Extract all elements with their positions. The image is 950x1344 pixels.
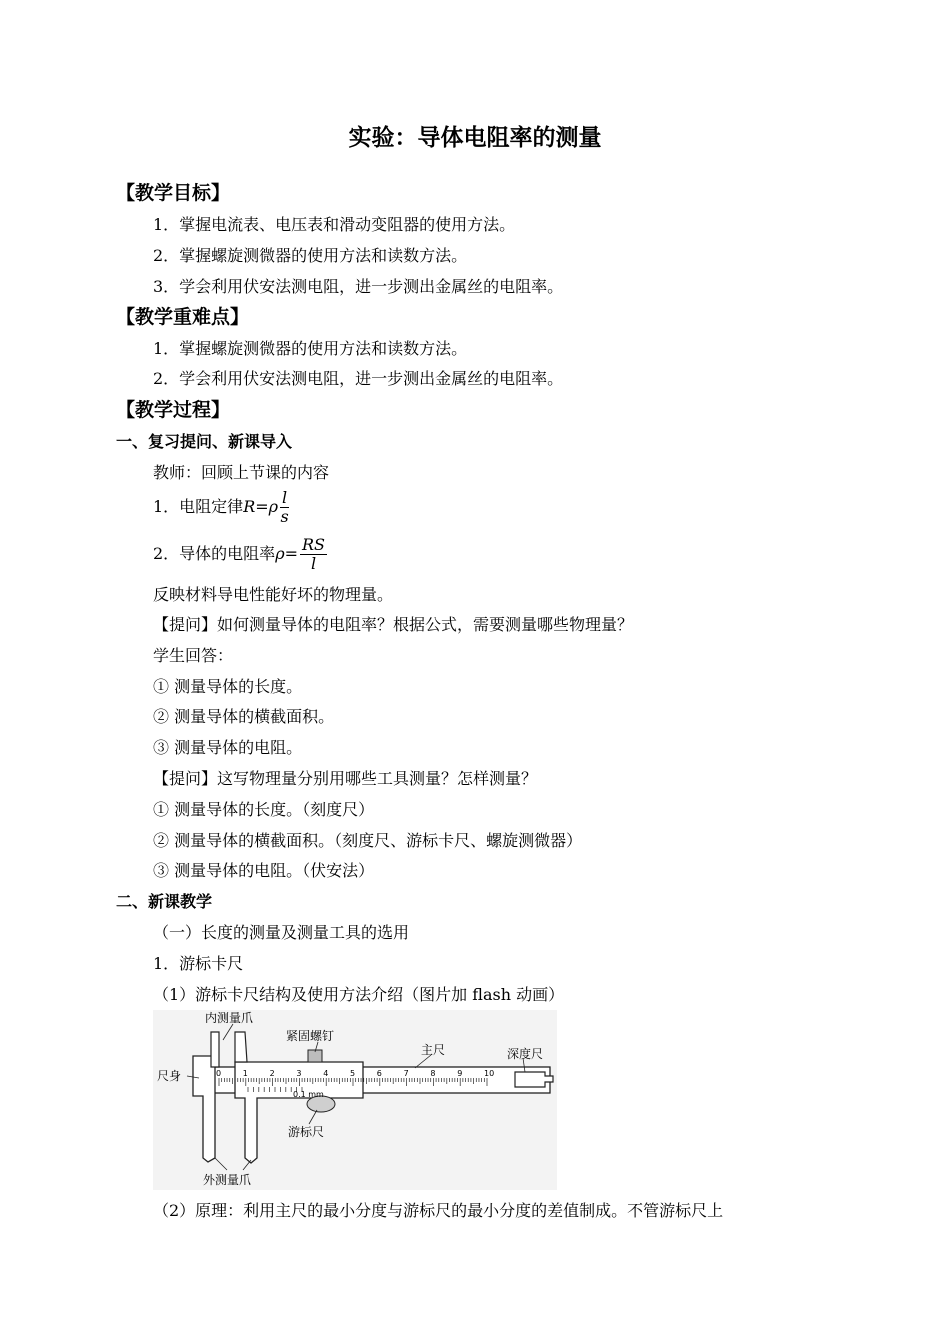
tick-label: 2 <box>269 1069 275 1078</box>
movable-inner-jaw <box>235 1032 247 1062</box>
label-inner-jaw: 内测量爪 <box>205 1011 254 1025</box>
tick-label: 5 <box>350 1069 356 1078</box>
goals-heading: 【教学目标】 <box>116 182 231 204</box>
paragraph-line: ① 测量导体的长度。（刻度尺） <box>153 800 375 819</box>
tick-label: 6 <box>376 1069 382 1078</box>
part1-heading: 一、复习提问、新课导入 <box>116 432 293 451</box>
label-unit: 0.1 mm <box>293 1090 324 1099</box>
paragraph-line: 【提问】这写物理量分别用哪些工具测量？怎样测量？ <box>153 769 538 788</box>
paragraph-line: ② 测量导体的横截面积。 <box>153 707 335 726</box>
formula-resistivity <box>153 535 327 573</box>
formula-equals: = <box>284 544 298 563</box>
principle-line: （2）原理：利用主尺的最小分度与游标尺的最小分度的差值制成。不管游标尺上 <box>153 1201 724 1220</box>
label-vernier: 游标尺 <box>288 1125 325 1139</box>
paragraph-line: ① 测量导体的长度。 <box>153 677 303 696</box>
key-points-heading: 【教学重难点】 <box>116 306 250 328</box>
paragraph-line: ③ 测量导体的电阻。 <box>153 738 303 757</box>
label-outer-jaw: 外测量爪 <box>203 1173 252 1187</box>
key-point-item: 1．掌握螺旋测微器的使用方法和读数方法。 <box>153 339 468 358</box>
tick-label: 3 <box>296 1069 302 1078</box>
formula-equals: = <box>255 497 269 516</box>
fraction-numerator: l <box>282 488 288 507</box>
key-point-item: 2．学会利用伏安法测电阻，进一步测出金属丝的电阻率。 <box>153 369 564 388</box>
tick-label: 7 <box>403 1069 409 1078</box>
page-title: 实验：导体电阻率的测量 <box>348 125 602 151</box>
goal-item: 3．学会利用伏安法测电阻，进一步测出金属丝的电阻率。 <box>153 277 564 296</box>
fraction-numerator: RS <box>302 535 326 554</box>
fixed-inner-jaw <box>211 1032 219 1067</box>
formula-label: 1．电阻定律 <box>153 497 244 516</box>
fraction-denominator: s <box>280 507 289 526</box>
paragraph-line: ③ 测量导体的电阻。（伏安法） <box>153 861 375 880</box>
formula-fraction <box>280 489 289 526</box>
vernier-caliper-figure <box>153 1010 557 1190</box>
part2-heading: 二、新课教学 <box>116 892 213 911</box>
tick-label: 9 <box>457 1069 463 1078</box>
formula-fraction <box>300 536 327 573</box>
paragraph-line: （1）游标卡尺结构及使用方法介绍（图片加 flash 动画） <box>153 985 565 1004</box>
paragraph-line: 反映材料导电性能好坏的物理量。 <box>153 585 394 604</box>
tick-label: 1 <box>242 1069 248 1078</box>
tick-label: 10 <box>484 1069 495 1078</box>
label-lock-screw: 紧固螺钉 <box>286 1029 335 1043</box>
formula-variable: ρ <box>268 497 279 516</box>
fraction-denominator: l <box>310 554 317 573</box>
paragraph-line: 学生回答： <box>153 646 234 665</box>
paragraph-line: （一）长度的测量及测量工具的选用 <box>153 923 410 942</box>
label-ruler-body: 尺身 <box>157 1069 182 1083</box>
process-heading: 【教学过程】 <box>116 399 231 421</box>
goal-item: 1．掌握电流表、电压表和滑动变阻器的使用方法。 <box>153 215 516 234</box>
teacher-line: 教师：回顾上节课的内容 <box>153 463 330 482</box>
paragraph-line: 【提问】如何测量导体的电阻率？根据公式，需要测量哪些物理量？ <box>153 615 634 634</box>
formula-label: 2．导体的电阻率 <box>153 544 276 563</box>
tick-label: 4 <box>323 1069 329 1078</box>
paragraph-line: 1．游标卡尺 <box>153 954 244 973</box>
formula-variable: R <box>243 497 256 516</box>
formula-variable: ρ <box>275 544 285 563</box>
paragraph-line: ② 测量导体的横截面积。（刻度尺、游标卡尺、螺旋测微器） <box>153 831 583 850</box>
formula-resistance-law <box>153 488 289 526</box>
tick-label: 0 <box>216 1069 222 1078</box>
label-depth-rod: 深度尺 <box>507 1047 544 1061</box>
tick-label: 8 <box>430 1069 436 1078</box>
label-main-scale: 主尺 <box>421 1043 446 1057</box>
goal-item: 2．掌握螺旋测微器的使用方法和读数方法。 <box>153 246 468 265</box>
